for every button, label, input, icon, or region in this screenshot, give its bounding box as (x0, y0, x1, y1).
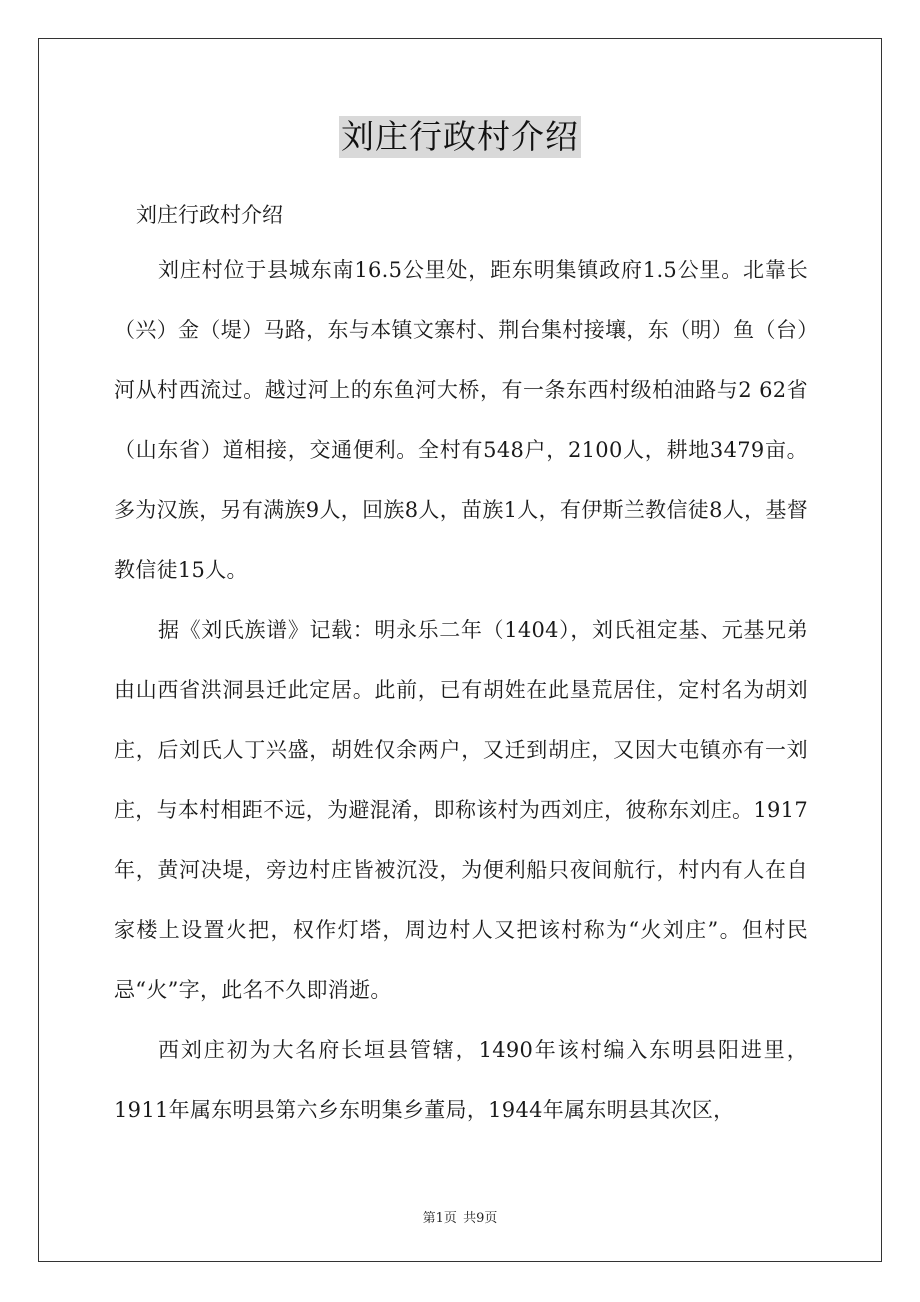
page-number: 第1页 (422, 1211, 457, 1226)
page-footer (0, 1207, 920, 1226)
paragraph-3: 西刘庄初为大名府长垣县管辖，1490年该村编入东明县阳进里，1911年属东明县第六乡东明集乡董局，1944年属东明县其次区， (114, 1038, 808, 1122)
page-total: 共9页 (463, 1211, 498, 1226)
title-area (0, 116, 920, 158)
document-body (114, 190, 808, 1140)
document-subtitle: 刘庄行政村介绍 (136, 203, 283, 227)
paragraph-2: 据《刘氏族谱》记载：明永乐二年（1404），刘氏祖定基、元基兄弟由山西省洪洞县迁此定居。此前，已有胡姓在此垦荒居住，定村名为胡刘庄，后刘氏人丁兴盛，胡姓仅余两户，又迁到胡庄，又因大屯镇亦有一刘庄，与本村相距不远，为避混淆，即称该村为西刘庄，彼称东刘庄。1917年，黄河决堤，旁边村庄皆被沉没，为便利船只夜间航行，村内有人在自家楼上设置火把，权作灯塔，周边村人又把该村称为“火刘庄”。但村民忌“火”字，此名不久即消逝。 (114, 618, 808, 1002)
paragraph-1: 刘庄村位于县城东南16.5公里处，距东明集镇政府1.5公里。北靠长（兴）金（堤）马路，东与本镇文寨村、荆台集村接壤，东（明）鱼（台）河从村西流过。越过河上的东鱼河大桥，有一条东西村级柏油路与2 62省（山东省）道相接，交通便利。全村有548户，2100人，耕地3479亩。多为汉族，另有满族9人，回族8人，苗族1人，有伊斯兰教信徒8人，基督教信徒15人。 (114, 258, 808, 582)
document-title: 刘庄行政村介绍 (341, 117, 579, 156)
